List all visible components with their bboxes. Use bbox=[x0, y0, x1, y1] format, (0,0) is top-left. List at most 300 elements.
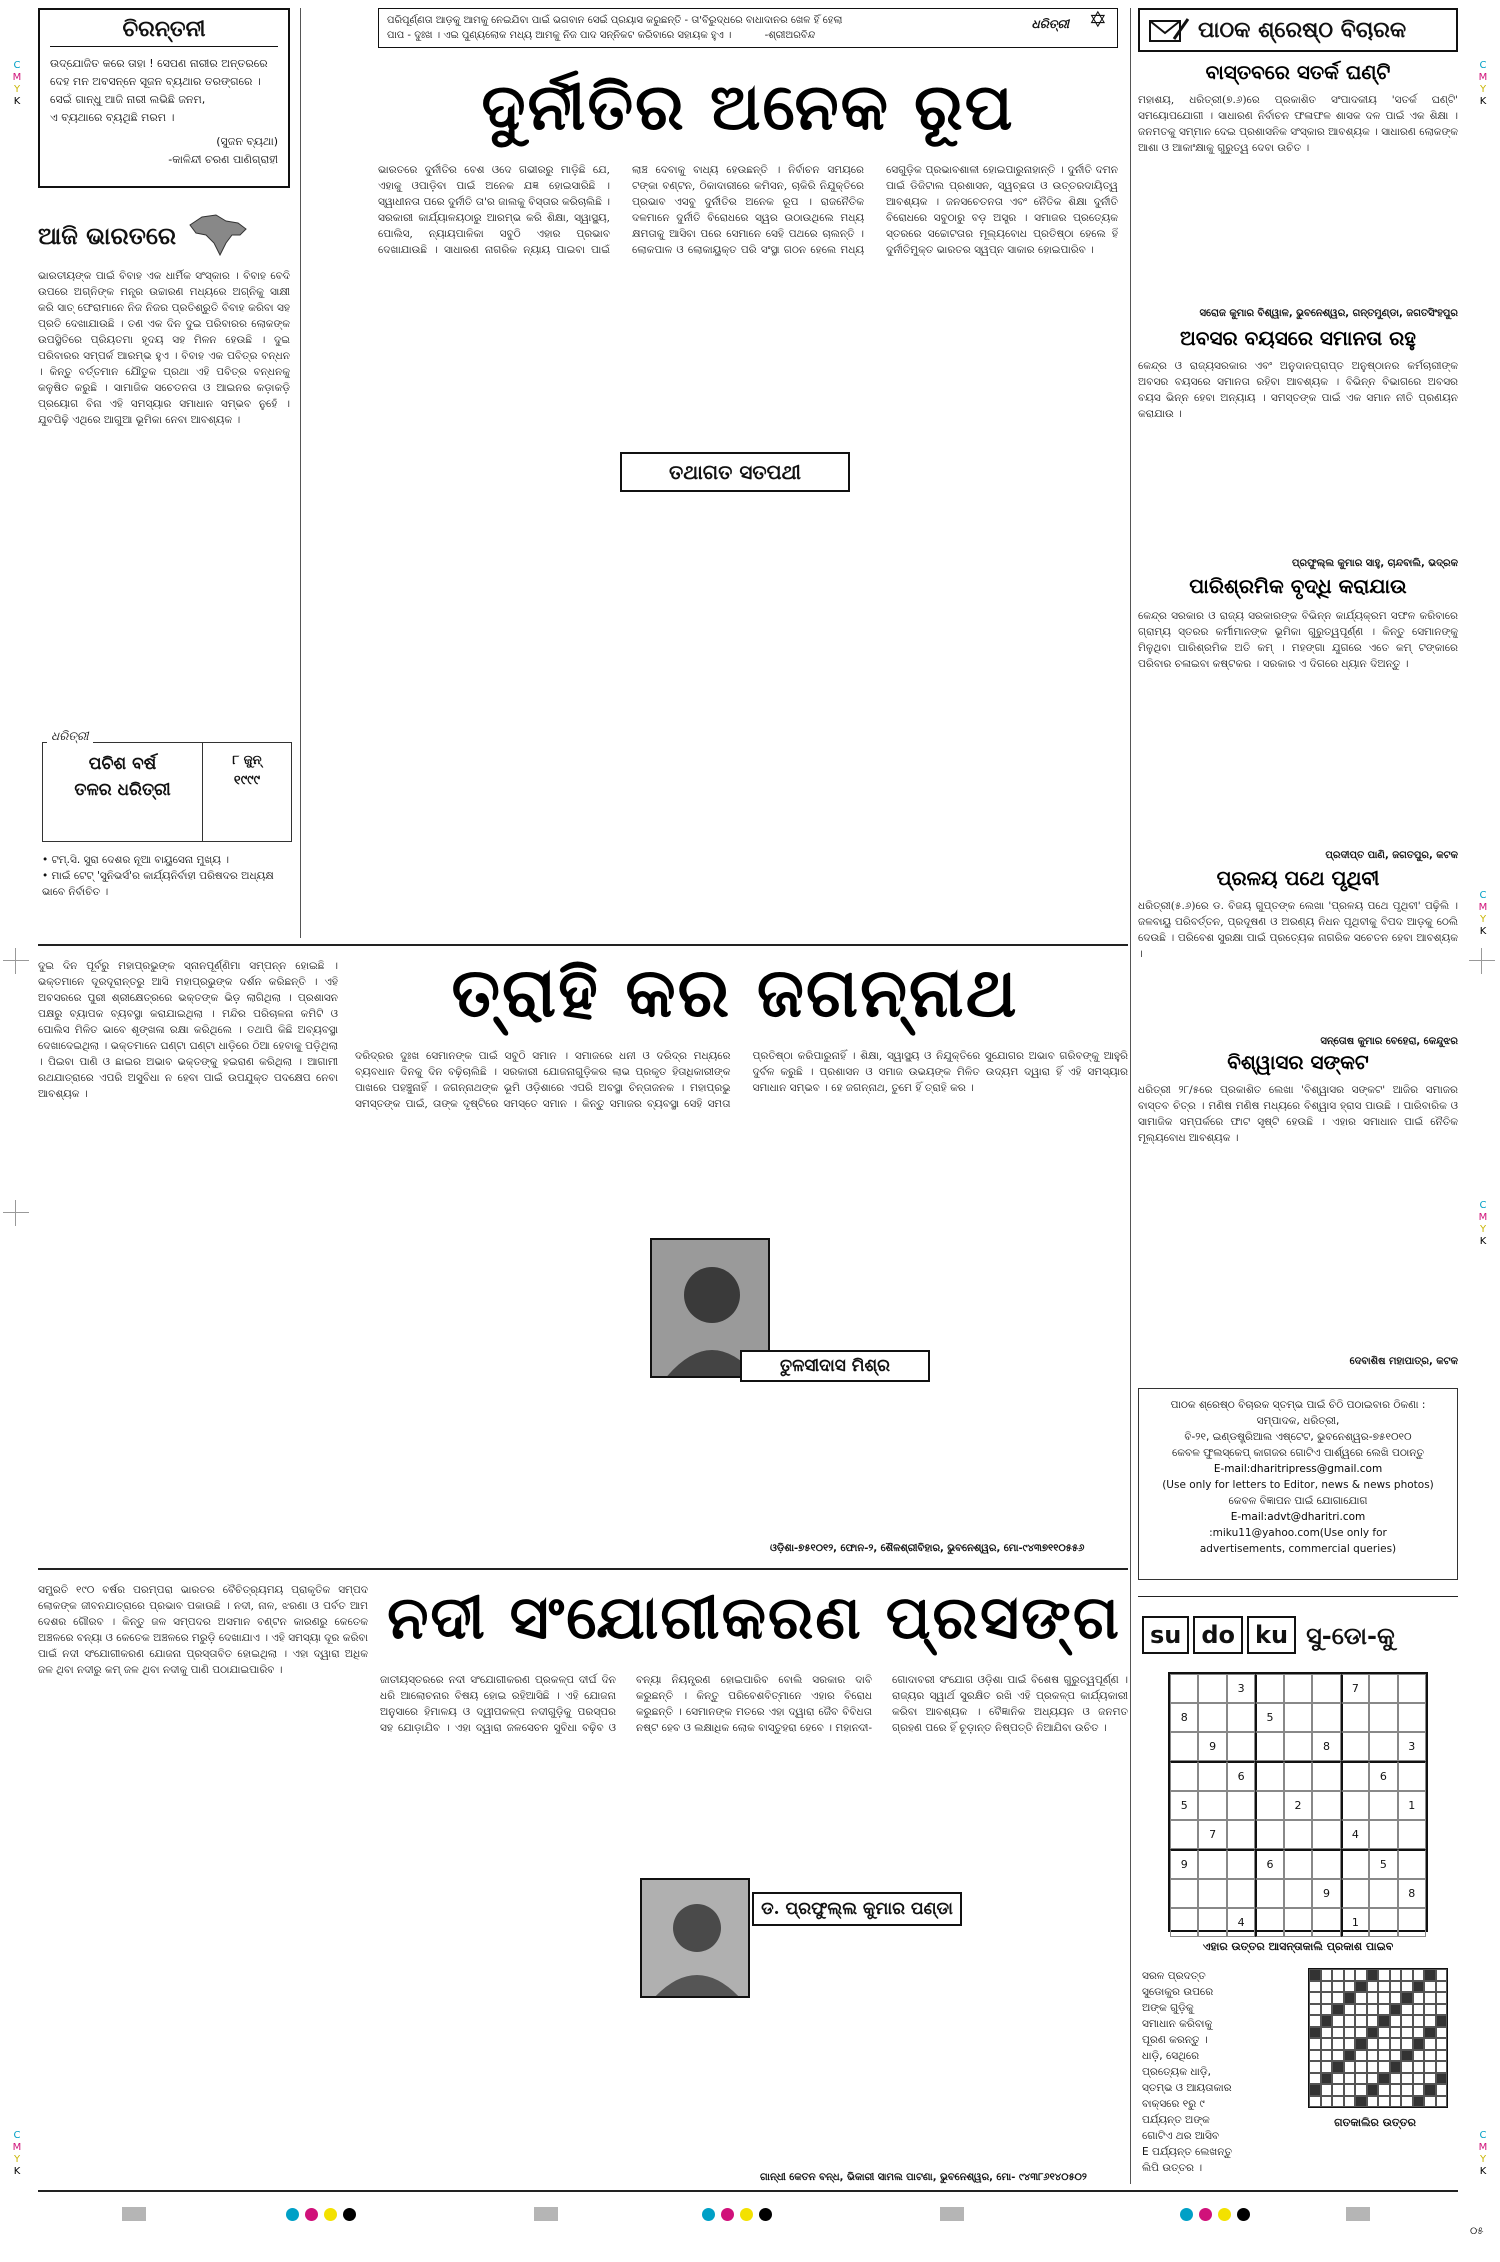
sudoku-cell bbox=[1369, 1674, 1397, 1703]
contact-line: ପାଠକ ଶ୍ରେଷ୍ଠ ବିଚାରକ ସ୍ତମ୍ଭ ପାଇଁ ଚିଠି ପଠାଇବାର ଠିକଣା : bbox=[1170, 1399, 1426, 1411]
answer-cell bbox=[1332, 1992, 1344, 2004]
registration-marks-mid-right: C M Y K bbox=[1478, 890, 1488, 937]
answer-cell bbox=[1424, 2015, 1436, 2027]
sudoku-cell bbox=[1398, 1703, 1426, 1732]
answer-cell bbox=[1436, 2061, 1448, 2073]
answer-cell bbox=[1344, 2004, 1356, 2016]
quote-strip bbox=[378, 8, 1118, 48]
rivers-headline: ନଦୀ ସଂଯୋଗୀକରଣ ପ୍ରସଙ୍ଗ bbox=[387, 1583, 1121, 1653]
previous-answer-grid bbox=[1308, 1968, 1448, 2108]
rivers-left-body: ସମ୍ପ୍ରତି ୧୯୦ ବର୍ଷର ପରମ୍ପରା ଭାରତର ବୈଚିତ୍ର୍ୟମୟ ପ୍ରାକୃତିକ ସମ୍ପଦ ଲୋକଙ୍କ ଜୀବନଯାତ୍ରାରେ ପ୍ରଭାବ ପକାଉଛି । ନଦୀ, ନାଳ, ଝରଣା ଓ ପର୍ବତ ଆମ ଦେଶର ଗୌରବ । କିନ୍ତୁ ଜଳ ସମ୍ପଦର ଅସମାନ ବଣ୍ଟନ କାରଣରୁ କେତେକ ଅଞ୍ଚଳରେ ବନ୍ୟା ଓ କେତେକ ଅଞ୍ଚଳରେ ମରୁଡ଼ି ଦେଖାଯାଏ । ଏହି ସମସ୍ୟା ଦୂର କରିବା ପାଇଁ ନଦୀ ସଂଯୋଗୀକରଣ ଯୋଜନା ପ୍ରସ୍ତାବିତ ହୋଇଥିଲା । ଏହା ଦ୍ୱାରା ଅଧିକ ଜଳ ଥିବା ନଦୀରୁ କମ୍ ଜଳ ଥିବା ନଦୀକୁ ପାଣି ପଠାଯାଇପାରିବ । bbox=[38, 1584, 368, 1676]
answer-cell bbox=[1309, 2004, 1321, 2016]
sudoku-cell: 5 bbox=[1369, 1849, 1397, 1879]
aji-bharatare-body: ଭାରତୀୟଙ୍କ ପାଇଁ ବିବାହ ଏକ ଧାର୍ମିକ ସଂସ୍କାର । ବିବାହ ବେଦି ଉପରେ ଅଗ୍ନିଙ୍କ ମନ୍ତ୍ର ଉଚ୍ଚାରଣ ମଧ୍ୟରେ ଅଗ୍ନିକୁ ସାକ୍ଷୀ କରି ସାତ୍ ଫେରାମାନେ ନିଜ ନିଜର ପ୍ରତିଶ୍ରୁତି ବିବାହ କରିବା ସହ ପ୍ରତି ଦେଖାଯାଉଛି । ତଣ ଏକ ଦିନ ଦୁଇ ପରିବାରର ଲୋକଙ୍କ ଉପସ୍ଥିତିରେ ପ୍ରିୟତମା ହୃଦୟ ସହ ମିଳନ ହେଉଛି । ଦୁଇ ପରିବାରର ସମ୍ପର୍କ ଆରମ୍ଭ ହୁଏ । ବିବାହ ଏକ ପବିତ୍ର ବନ୍ଧନ । କିନ୍ତୁ ବର୍ତ୍ତମାନ ଯୌତୁକ ପ୍ରଥା ଏହି ପବିତ୍ର ବନ୍ଧନକୁ କଳୁଷିତ କରୁଛି । ସାମାଜିକ ସଚେତନତା ଓ ଆଇନର କଡ଼ାକଡ଼ି ପ୍ରୟୋଗ ବିନା ଏହି ସମସ୍ୟାର ସମାଧାନ ସମ୍ଭବ ନୁହେଁ । ଯୁବପିଢ଼ି ଏଥିରେ ଆଗୁଆ ଭୂମିକା ନେବା ଆବଶ୍ୟକ । bbox=[38, 270, 290, 426]
answer-cell bbox=[1424, 1969, 1436, 1981]
answer-cell bbox=[1390, 1992, 1402, 2004]
sudoku-cell bbox=[1369, 1820, 1397, 1849]
answer-cell bbox=[1390, 2004, 1402, 2016]
answer-cell bbox=[1424, 2096, 1436, 2108]
list-item: • ଟମ୍.ସି. ସୁରା ଦେଶର ନୂଆ ବାୟୁସେନା ମୁଖ୍ୟ । bbox=[42, 854, 229, 866]
color-bar bbox=[286, 2205, 356, 2223]
letter-signature: ସନ୍ତୋଷ କୁମାର ବେହେରା, କେନ୍ଦୁଝର bbox=[1320, 1036, 1458, 1047]
registration-marks-bottom-left: C M Y K bbox=[12, 2130, 22, 2177]
sudoku-cell bbox=[1341, 1761, 1369, 1791]
answer-cell bbox=[1401, 1992, 1413, 2004]
sudoku-cell bbox=[1227, 1820, 1255, 1849]
answer-cell bbox=[1378, 2038, 1390, 2050]
sudoku-label-odia: ସୁ-ଡୋ-କୁ bbox=[1306, 1620, 1395, 1650]
sudoku-cell: 7 bbox=[1198, 1820, 1226, 1849]
letter-title: ପାରିଶ୍ରମିକ ବୃଦ୍ଧି କରାଯାଉ bbox=[1189, 574, 1407, 598]
grey-swatch bbox=[1346, 2207, 1370, 2221]
sudoku-cell bbox=[1170, 1820, 1198, 1849]
answer-cell bbox=[1436, 2004, 1448, 2016]
sudoku-cell bbox=[1341, 1732, 1369, 1761]
instruction-line: E ପର୍ଯ୍ୟନ୍ତ ଲେଖନ୍ତୁ bbox=[1142, 2146, 1233, 2158]
letter-body: କେନ୍ଦ୍ର ଓ ରାଜ୍ୟସରକାର ଏବଂ ଅନୁଦାନପ୍ରାପ୍ତ ଅନୁଷ୍ଠାନର କର୍ମଚାରୀଙ୍କ ଅବସର ବୟସରେ ସମାନତା ରହିବା ଆବଶ୍ୟକ । ବିଭିନ୍ନ ବିଭାଗରେ ଅବସର ବୟସ ଭିନ୍ନ ହେବା ଅନ୍ୟାୟ । ସମସ୍ତଙ୍କ ପାଇଁ ଏକ ସମାନ ନୀତି ପ୍ରଣୟନ କରାଯାଉ । bbox=[1138, 360, 1458, 420]
author-photo-prafulla bbox=[640, 1878, 750, 1998]
answer-cell bbox=[1401, 2038, 1413, 2050]
sudoku-cell bbox=[1312, 1703, 1340, 1732]
answer-cell bbox=[1355, 2004, 1367, 2016]
date-line: ୧୯୯୯ bbox=[233, 773, 261, 788]
answer-cell bbox=[1436, 2084, 1448, 2096]
sudoku-cell bbox=[1198, 1761, 1226, 1791]
answer-cell bbox=[1344, 2050, 1356, 2062]
answer-cell bbox=[1309, 2073, 1321, 2085]
sudoku-cell: 6 bbox=[1255, 1849, 1283, 1879]
sudoku-cell bbox=[1312, 1820, 1340, 1849]
answer-cell bbox=[1344, 2073, 1356, 2085]
answer-cell bbox=[1390, 2061, 1402, 2073]
answer-cell bbox=[1378, 2015, 1390, 2027]
answer-cell bbox=[1344, 1992, 1356, 2004]
sudoku-cell: 8 bbox=[1312, 1732, 1340, 1761]
title-line: ପଚିଶ ବର୍ଷ bbox=[88, 754, 157, 774]
contact-line: ସମ୍ପାଦକ, ଧରିତ୍ରୀ, bbox=[1256, 1415, 1340, 1427]
answer-cell bbox=[1332, 2015, 1344, 2027]
answer-cell bbox=[1367, 1969, 1379, 1981]
answer-cell bbox=[1413, 2004, 1425, 2016]
answer-cell bbox=[1424, 1992, 1436, 2004]
sudoku-cell bbox=[1170, 1879, 1198, 1908]
answer-cell bbox=[1390, 2015, 1402, 2027]
sudoku-cell: 2 bbox=[1284, 1791, 1312, 1820]
answer-cell bbox=[1401, 2004, 1413, 2016]
quote-line: ପରିପୂର୍ଣ୍ଣତା ଆଡ଼କୁ ଆମକୁ ନେଇଯିବା ପାଇଁ ଭଗବାନ ସେଇଁ ପ୍ରୟାସ କରୁଛନ୍ତି - ତା'ବିରୁଦ୍ଧରେ ବାଧାଦାନର ଖେଳ ହିଁ ହେଲା bbox=[387, 15, 843, 26]
answer-cell bbox=[1355, 1969, 1367, 1981]
sudoku-cell bbox=[1255, 1674, 1283, 1703]
answer-cell bbox=[1367, 1981, 1379, 1993]
answer-cell bbox=[1401, 2096, 1413, 2108]
sudoku-cell bbox=[1369, 1908, 1397, 1937]
sudoku-cell bbox=[1284, 1732, 1312, 1761]
editorial-byline: ତଥାଗତ ସତପଥୀ bbox=[620, 452, 850, 492]
sudoku-cell bbox=[1227, 1849, 1255, 1879]
sudoku-cell bbox=[1198, 1791, 1226, 1820]
date-line: ୮ ଜୁନ୍ bbox=[232, 753, 262, 768]
answer-cell bbox=[1321, 1969, 1333, 1981]
answer-cell bbox=[1436, 1981, 1448, 1993]
letter-signature: ଦେବାଶିଷ ମହାପାତ୍ର, କଟକ bbox=[1349, 1356, 1458, 1367]
answer-cell bbox=[1413, 2027, 1425, 2039]
sudoku-cell: 9 bbox=[1170, 1849, 1198, 1879]
crop-mark-right bbox=[1469, 948, 1495, 974]
letters-header bbox=[1138, 8, 1458, 52]
aji-bharatare-header bbox=[38, 210, 290, 260]
sudoku-cell: 3 bbox=[1398, 1732, 1426, 1761]
answer-cell bbox=[1355, 2096, 1367, 2108]
dharitri-25-items bbox=[42, 852, 292, 900]
poem-line: ସେଇଁ ଗାନ୍ଧୁ ଆଜି ନାରୀ ଲଭିଛି ଜନମ, bbox=[50, 93, 206, 106]
answer-cell bbox=[1367, 2027, 1379, 2039]
answer-cell bbox=[1309, 2084, 1321, 2096]
answer-cell bbox=[1378, 1992, 1390, 2004]
contact-line: କେବଳ ବିଜ୍ଞାପନ ପାଇଁ ଯୋଗାଯୋଗ bbox=[1228, 1495, 1368, 1507]
instruction-line: ଅଙ୍କ ଗୁଡ଼ିକୁ bbox=[1142, 2002, 1194, 2014]
answer-cell bbox=[1332, 2096, 1344, 2108]
sudoku-label-ku: ku bbox=[1247, 1616, 1296, 1654]
chirantani-title: ଚିରନ୍ତନୀ bbox=[50, 16, 278, 47]
answer-cell bbox=[1401, 2084, 1413, 2096]
answer-cell bbox=[1424, 2073, 1436, 2085]
sudoku-cell bbox=[1198, 1908, 1226, 1937]
jagannath-signoff: ଓଡ଼ିଶା-୭୫୧୦୧୨, ଫୋନ-୨, ଶୈଳଶ୍ରୀବିହାର, ଭୁବନେଶ୍ୱର, ମୋ-୯୪୩୭୧୧୦୫୫୬ bbox=[770, 1543, 1085, 1554]
answer-cell bbox=[1367, 2015, 1379, 2027]
chirantani-author: -କାଳିନ୍ଦୀ ଚରଣ ପାଣିଗ୍ରାହୀ bbox=[168, 153, 278, 166]
sudoku-cell bbox=[1255, 1732, 1283, 1761]
letter-body: ଧରିତ୍ରୀ ୨୮/୫ରେ ପ୍ରକାଶିତ ଲେଖା 'ବିଶ୍ୱାସର ସଙ୍କଟ' ଆଜିର ସମାଜର ବାସ୍ତବ ଚିତ୍ର । ମଣିଷ ମଣିଷ ମଧ୍ୟରେ ବିଶ୍ୱାସ ହ୍ରାସ ପାଉଛି । ପାରିବାରିକ ଓ ସାମାଜିକ ସମ୍ପର୍କରେ ଫାଟ ସୃଷ୍ଟି ହେଉଛି । ଏହାର ସମାଧାନ ପାଇଁ ନୈତିକ ମୂଲ୍ୟବୋଧ ଆବଶ୍ୟକ । bbox=[1138, 1084, 1458, 1144]
sudoku-instructions bbox=[1142, 1968, 1300, 2176]
sudoku-cell bbox=[1341, 1879, 1369, 1908]
contact-line: କେବଳ ଫୁଲସ୍କେପ୍ କାଗଜର ଗୋଟିଏ ପାର୍ଶ୍ୱରେ ଲେଖି ପଠାନ୍ତୁ bbox=[1172, 1447, 1424, 1459]
answer-cell bbox=[1424, 2027, 1436, 2039]
answer-cell bbox=[1344, 1969, 1356, 1981]
chirantani-source: (ସୁଜନ ବ୍ୟଥା) bbox=[216, 135, 278, 148]
answer-cell bbox=[1436, 1969, 1448, 1981]
sudoku-cell bbox=[1170, 1732, 1198, 1761]
letter-signature: ପ୍ରଦୀପ୍ତ ପାଣି, ଜଗତପୁର, କଟକ bbox=[1325, 850, 1458, 861]
answer-cell bbox=[1390, 2027, 1402, 2039]
grey-swatch bbox=[534, 2207, 558, 2221]
sudoku-cell bbox=[1312, 1674, 1340, 1703]
answer-cell bbox=[1309, 1969, 1321, 1981]
answer-cell bbox=[1390, 1981, 1402, 1993]
sudoku-label-do: do bbox=[1193, 1616, 1243, 1654]
sudoku-cell bbox=[1369, 1879, 1397, 1908]
editorial-headline: ଦୁର୍ନୀତିର ଅନେକ ରୂପ bbox=[481, 70, 1015, 145]
instruction-line: ପର୍ଯ୍ୟନ୍ତ ଅଙ୍କ bbox=[1142, 2114, 1210, 2126]
contact-note: advertisements, commercial queries) bbox=[1199, 1543, 1397, 1555]
sudoku-grid bbox=[1168, 1672, 1428, 1932]
answer-cell bbox=[1378, 2004, 1390, 2016]
answer-cell bbox=[1367, 2038, 1379, 2050]
instruction-line: ସୁଡୋକୁର ଉପରେ bbox=[1142, 1986, 1214, 1998]
brand-mark: ଧରିତ୍ରୀ bbox=[1031, 17, 1069, 31]
person-silhouette-icon bbox=[642, 1880, 750, 1998]
sudoku-cell bbox=[1369, 1703, 1397, 1732]
sudoku-cell bbox=[1255, 1820, 1283, 1849]
sudoku-cell bbox=[1198, 1674, 1226, 1703]
instruction-line: ସରଳ ପ୍ରଦତ୍ତ bbox=[1142, 1970, 1206, 1982]
answer-cell bbox=[1390, 2096, 1402, 2108]
answer-cell bbox=[1401, 1969, 1413, 1981]
sudoku-cell: 5 bbox=[1170, 1791, 1198, 1820]
poem-line: ଉଦ୍‌ଯୋଜିତ କରେ ତାହା ! ସେପଣ ନାରୀର ଅନ୍ତରରେ bbox=[50, 57, 268, 70]
answer-cell bbox=[1332, 2084, 1344, 2096]
answer-cell bbox=[1355, 2027, 1367, 2039]
answer-cell bbox=[1378, 2050, 1390, 2062]
answer-cell bbox=[1344, 2027, 1356, 2039]
jagannath-headline: ତ୍ରାହି କର ଜଗନ୍ନାଥ bbox=[451, 953, 1019, 1033]
grey-swatch bbox=[122, 2207, 146, 2221]
letter-title: ପ୍ରଳୟ ପଥେ ପୃଥିବୀ bbox=[1216, 866, 1380, 890]
registration-marks-top-left: C M Y K bbox=[12, 60, 22, 107]
editor-email-link[interactable]: E-mail:dharitripress@gmail.com bbox=[1213, 1463, 1383, 1475]
sudoku-cell bbox=[1284, 1820, 1312, 1849]
footer-rule bbox=[38, 2190, 1458, 2192]
sudoku-cell bbox=[1398, 1849, 1426, 1879]
answer-cell bbox=[1321, 1992, 1333, 2004]
answer-cell bbox=[1378, 2061, 1390, 2073]
sudoku-cell bbox=[1284, 1674, 1312, 1703]
answer-cell bbox=[1321, 2096, 1333, 2108]
sudoku-cell bbox=[1227, 1879, 1255, 1908]
answer-cell bbox=[1413, 2084, 1425, 2096]
answer-cell bbox=[1413, 1992, 1425, 2004]
answer-cell bbox=[1436, 2038, 1448, 2050]
answer-cell bbox=[1344, 2038, 1356, 2050]
sudoku-header bbox=[1142, 1612, 1458, 1658]
answer-cell bbox=[1378, 2073, 1390, 2085]
sudoku-cell bbox=[1198, 1849, 1226, 1879]
answer-cell bbox=[1390, 2073, 1402, 2085]
answer-cell bbox=[1355, 2073, 1367, 2085]
sudoku-cell bbox=[1312, 1761, 1340, 1791]
answer-cell bbox=[1332, 2004, 1344, 2016]
sudoku-cell bbox=[1341, 1791, 1369, 1820]
answer-cell bbox=[1321, 2050, 1333, 2062]
instruction-line: ପୂରଣ କରନ୍ତୁ । bbox=[1142, 2034, 1208, 2046]
color-bar bbox=[1180, 2205, 1250, 2223]
answer-cell bbox=[1367, 2073, 1379, 2085]
sudoku-cell bbox=[1284, 1879, 1312, 1908]
answer-cell bbox=[1390, 2038, 1402, 2050]
alt-email-link[interactable]: :miku11@yahoo.com(Use only for bbox=[1209, 1527, 1387, 1539]
sudoku-cell: 7 bbox=[1341, 1674, 1369, 1703]
page-number: ୦୫ bbox=[1470, 2226, 1484, 2237]
answer-cell bbox=[1401, 2061, 1413, 2073]
letter-body: କେନ୍ଦ୍ର ସରକାର ଓ ରାଜ୍ୟ ସରକାରଙ୍କ ବିଭିନ୍ନ କାର୍ଯ୍ୟକ୍ରମ ସଫଳ କରିବାରେ ଗ୍ରାମ୍ୟ ସ୍ତରର କର୍ମୀମାନଙ୍କ ଭୂମିକା ଗୁରୁତ୍ୱପୂର୍ଣ୍ଣ । କିନ୍ତୁ ସେମାନଙ୍କୁ ମିଳୁଥିବା ପାରିଶ୍ରମିକ ଅତି କମ୍ । ମହଙ୍ଗା ଯୁଗରେ ଏତେ କମ୍ ଟଙ୍କାରେ ପରିବାର ଚଳାଇବା କଷ୍ଟକର । ସରକାର ଏ ଦିଗରେ ଧ୍ୟାନ ଦିଅନ୍ତୁ । bbox=[1138, 610, 1458, 670]
crop-mark-left-2 bbox=[3, 1200, 29, 1226]
title-line: ତଳର ଧରିତ୍ରୀ bbox=[74, 780, 171, 800]
poem-line: ଏ ବ୍ୟଥାରେ ବ୍ୟଥିଛି ମରମ । bbox=[50, 111, 175, 124]
answer-cell bbox=[1321, 1981, 1333, 1993]
answer-cell bbox=[1413, 1981, 1425, 1993]
answer-cell bbox=[1390, 2084, 1402, 2096]
sudoku-cell bbox=[1255, 1761, 1283, 1791]
letter-body: ମହାଶୟ, ଧରିତ୍ରୀ(୭.୬)ରେ ପ୍ରକାଶିତ ସଂପାଦକୀୟ 'ସତର୍କ ଘଣ୍ଟି' ସମୟୋପଯୋଗୀ । ସାଧାରଣ ନିର୍ବାଚନ ଫଳାଫଳ ଶାସକ ଦଳ ପାଇଁ ଏକ ଶିକ୍ଷା । ଜନମତକୁ ସମ୍ମାନ ଦେଇ ପ୍ରଶାସନିକ ସଂସ୍କାର ଆବଶ୍ୟକ । ସାଧାରଣ ଲୋକଙ୍କ ଆଶା ଓ ଆକାଂକ୍ଷାକୁ ଗୁରୁତ୍ୱ ଦେବା ଉଚିତ । bbox=[1138, 94, 1458, 154]
contact-note: (Use only for letters to Editor, news & news photos) bbox=[1162, 1479, 1434, 1491]
answer-cell bbox=[1436, 2050, 1448, 2062]
crop-mark-left bbox=[3, 948, 29, 974]
answer-cell bbox=[1367, 2096, 1379, 2108]
answer-cell bbox=[1367, 2061, 1379, 2073]
letter-title: ବାସ୍ତବରେ ସତର୍କ ଘଣ୍ଟି bbox=[1205, 60, 1391, 84]
aji-bharatare-label: ଆଜି ଭାରତରେ bbox=[38, 220, 177, 250]
sudoku-cell bbox=[1170, 1674, 1198, 1703]
jagannath-body: ଦରିଦ୍ରର ଦୁଃଖ ସେମାନଙ୍କ ପାଇଁ ସବୁଠି ସମାନ । ସମାଜରେ ଧନୀ ଓ ଦରିଦ୍ର ମଧ୍ୟରେ ବ୍ୟବଧାନ ଦିନକୁ ଦିନ ବଢ଼ିଚାଲିଛି । ସରକାରୀ ଯୋଜନାଗୁଡ଼ିକର ଲାଭ ପ୍ରକୃତ ହିତାଧିକାରୀଙ୍କ ପାଖରେ ପହଞ୍ଚୁନାହିଁ । ଜଗନ୍ନାଥଙ୍କ ଭୂମି ଓଡ଼ିଶାରେ ଏପରି ଅବସ୍ଥା ଚିନ୍ତାଜନକ । ମହାପ୍ରଭୁ ସମସ୍ତଙ୍କ ପାଇଁ, ତାଙ୍କ ଦୃଷ୍ଟିରେ ସମସ୍ତେ ସମାନ । କିନ୍ତୁ ସମାଜର ବ୍ୟବସ୍ଥା ସେହି ସମତା ପ୍ରତିଷ୍ଠା କରିପାରୁନାହିଁ । ଶିକ୍ଷା, ସ୍ୱାସ୍ଥ୍ୟ ଓ ନିଯୁକ୍ତିରେ ସୁଯୋଗର ଅଭାବ ଗରିବଙ୍କୁ ଆହୁରି ଦୁର୍ବଳ କରୁଛି । ପ୍ରଶାସନ ଓ ସମାଜ ଉଭୟଙ୍କ ମିଳିତ ଉଦ୍ୟମ ଦ୍ୱାରା ହିଁ ଏହି ସମସ୍ୟାର ସମାଧାନ ସମ୍ଭବ । ହେ ଜଗନ୍ନାଥ, ତୁମେ ହିଁ ତ୍ରାହି କର । bbox=[355, 1050, 1128, 1110]
answer-cell bbox=[1332, 2027, 1344, 2039]
answer-cell bbox=[1309, 2027, 1321, 2039]
chirantani-box bbox=[38, 8, 290, 188]
registration-marks-mid-right-2: C M Y K bbox=[1478, 1200, 1488, 1247]
sudoku-cell bbox=[1198, 1879, 1226, 1908]
answer-cell bbox=[1367, 2050, 1379, 2062]
answer-cell bbox=[1355, 1992, 1367, 2004]
answer-cell bbox=[1344, 2084, 1356, 2096]
dharitri-25-years-box bbox=[42, 729, 292, 842]
registration-marks-bottom-right: C M Y K bbox=[1478, 2130, 1488, 2177]
answer-cell bbox=[1378, 1969, 1390, 1981]
answer-cell bbox=[1367, 2084, 1379, 2096]
answer-cell bbox=[1321, 2073, 1333, 2085]
answer-cell bbox=[1413, 2015, 1425, 2027]
dharitri-25-title bbox=[43, 743, 203, 841]
answer-cell bbox=[1355, 2061, 1367, 2073]
advt-email-link[interactable]: E-mail:advt@dharitri.com bbox=[1230, 1511, 1366, 1523]
answer-cell bbox=[1413, 2038, 1425, 2050]
answer-cell bbox=[1321, 2027, 1333, 2039]
answer-cell bbox=[1436, 2027, 1448, 2039]
answer-cell bbox=[1332, 2073, 1344, 2085]
sudoku-cell bbox=[1284, 1703, 1312, 1732]
letter-title: ଅବସର ବୟସରେ ସମାନତା ରହୁ bbox=[1180, 326, 1416, 350]
section-rule bbox=[38, 1568, 1128, 1570]
section-rule bbox=[1138, 1596, 1458, 1597]
sudoku-cell bbox=[1398, 1908, 1426, 1937]
answer-cell bbox=[1309, 1981, 1321, 1993]
answer-cell bbox=[1401, 2073, 1413, 2085]
sudoku-cell: 1 bbox=[1398, 1791, 1426, 1820]
registration-marks-top-right: C M Y K bbox=[1478, 60, 1488, 107]
sudoku-cell bbox=[1341, 1849, 1369, 1879]
sudoku-cell bbox=[1369, 1791, 1397, 1820]
answer-cell bbox=[1436, 2073, 1448, 2085]
sudoku-cell bbox=[1284, 1849, 1312, 1879]
sudoku-cell bbox=[1284, 1908, 1312, 1937]
column-divider bbox=[300, 8, 301, 938]
sudoku-cell bbox=[1227, 1732, 1255, 1761]
sudoku-cell bbox=[1398, 1674, 1426, 1703]
sudoku-cell bbox=[1284, 1761, 1312, 1791]
answer-cell bbox=[1378, 2027, 1390, 2039]
sudoku-cell bbox=[1170, 1908, 1198, 1937]
answer-cell bbox=[1321, 2015, 1333, 2027]
answer-cell bbox=[1378, 2084, 1390, 2096]
sudoku-cell bbox=[1227, 1791, 1255, 1820]
answer-cell bbox=[1390, 2050, 1402, 2062]
answer-cell bbox=[1309, 2050, 1321, 2062]
sudoku-cell bbox=[1198, 1703, 1226, 1732]
answer-cell bbox=[1309, 2096, 1321, 2108]
grey-swatch bbox=[940, 2207, 964, 2221]
answer-cell bbox=[1424, 2050, 1436, 2062]
answer-cell bbox=[1413, 2096, 1425, 2108]
answer-cell bbox=[1401, 2050, 1413, 2062]
sudoku-cell: 6 bbox=[1369, 1761, 1397, 1791]
answer-cell bbox=[1332, 2061, 1344, 2073]
answer-cell bbox=[1413, 2061, 1425, 2073]
sudoku-cell: 5 bbox=[1255, 1703, 1283, 1732]
chirantani-poem bbox=[50, 55, 278, 127]
answer-cell bbox=[1344, 1981, 1356, 1993]
answer-cell bbox=[1378, 1981, 1390, 1993]
answer-cell bbox=[1390, 1969, 1402, 1981]
answer-cell bbox=[1436, 2096, 1448, 2108]
answer-cell bbox=[1355, 1981, 1367, 1993]
answer-cell bbox=[1413, 1969, 1425, 1981]
answer-cell bbox=[1321, 2004, 1333, 2016]
instruction-line: ଧାଡ଼ି, ସେଥିରେ bbox=[1142, 2050, 1200, 2062]
instruction-line: ପ୍ରତ୍ୟେକ ଧାଡ଼ି, bbox=[1142, 2066, 1211, 2078]
letter-title: ବିଶ୍ୱାସର ସଙ୍କଟ bbox=[1227, 1050, 1369, 1074]
india-map-icon bbox=[182, 213, 252, 257]
answer-cell bbox=[1309, 2015, 1321, 2027]
sudoku-cell: 6 bbox=[1227, 1761, 1255, 1791]
contact-line: ବି-୨୧, ଇଣ୍ଡଷ୍ଟ୍ରିଆଲ ଏଷ୍ଟେଟ, ଭୁବନେଶ୍ୱର-୭୫୧୦୧୦ bbox=[1184, 1431, 1412, 1443]
sudoku-cell bbox=[1227, 1703, 1255, 1732]
sudoku-cell bbox=[1312, 1908, 1340, 1937]
answer-cell bbox=[1332, 2050, 1344, 2062]
answer-cell bbox=[1355, 2084, 1367, 2096]
answer-cell bbox=[1401, 2015, 1413, 2027]
color-bar bbox=[702, 2205, 772, 2223]
instruction-line: ଗୋଟିଏ ଥର ଆସିବ bbox=[1142, 2130, 1220, 2142]
answer-cell bbox=[1309, 1992, 1321, 2004]
sudoku-cell: 4 bbox=[1227, 1908, 1255, 1937]
sudoku-cell bbox=[1369, 1732, 1397, 1761]
answer-cell bbox=[1344, 2061, 1356, 2073]
dharitri-logo: ଧରିତ୍ରୀ bbox=[47, 729, 93, 744]
answer-cell bbox=[1355, 2038, 1367, 2050]
previous-answer-caption: ଗତକାଲିର ଉତ୍ତର bbox=[1334, 2116, 1416, 2129]
jagannath-byline: ତୁଳସୀଦାସ ମିଶ୍ର bbox=[740, 1350, 930, 1382]
sudoku-cell: 8 bbox=[1170, 1703, 1198, 1732]
answer-cell bbox=[1355, 2015, 1367, 2027]
answer-cell bbox=[1344, 2096, 1356, 2108]
sudoku-cell: 9 bbox=[1198, 1732, 1226, 1761]
answer-cell bbox=[1413, 2073, 1425, 2085]
quote-author: -ଶ୍ରୀଅରବିନ୍ଦ bbox=[764, 30, 816, 41]
section-rule bbox=[38, 944, 1128, 946]
instruction-line: ସ୍ତମ୍ଭ ଓ ଆୟତାକାର bbox=[1142, 2082, 1232, 2094]
sudoku-cell bbox=[1341, 1703, 1369, 1732]
poem-line: ଦେହ ମନ ଅବସନ୍ନେ ସୂଜନ ବ୍ୟଥାର ତରଙ୍ଗରେ । bbox=[50, 75, 261, 88]
quote-line-2 bbox=[387, 28, 1109, 43]
sudoku-cell: 1 bbox=[1341, 1908, 1369, 1937]
sudoku-cell bbox=[1255, 1908, 1283, 1937]
letters-header-label: ପାଠକ ଶ୍ରେଷ୍ଠ ବିଚାରକ bbox=[1198, 17, 1407, 43]
rivers-signoff: ଗାନ୍ଧୀ କେତନ ବନ୍ଧ, ଭିକାରୀ ସାମଲ ପାଟଣା, ଭୁବନେଶ୍ୱର, ମୋ- ୯୪୩୮୬୧୪୦୫୦୨ bbox=[760, 2172, 1087, 2183]
letter-body: ଧରିତ୍ରୀ(୫.୬)ରେ ଡ. ବିଜୟ ଗୁପ୍ତଙ୍କ ଲେଖା 'ପ୍ରଳୟ ପଥେ ପୃଥିବୀ' ପଢ଼ିଲି । ଜଳବାୟୁ ପରିବର୍ତ୍ତନ, ପ୍ରଦୂଷଣ ଓ ଅରଣ୍ୟ ନିଧନ ପୃଥିବୀକୁ ବିପଦ ଆଡ଼କୁ ଠେଲି ଦେଉଛି । ପରିବେଶ ସୁରକ୍ଷା ପାଇଁ ପ୍ରତ୍ୟେକ ନାଗରିକ ସଚେତନ ହେବା ଆବଶ୍ୟକ । bbox=[1138, 900, 1458, 960]
letter-signature: ପ୍ରଫୁଲ୍ଲ କୁମାର ସାହୁ, ଚାନ୍ଦବାଲି, ଭଦ୍ରକ bbox=[1292, 558, 1458, 569]
list-item: • ମାଇଁ ଟେଟ୍ 'ସୁନିଭର୍ସ'ର କାର୍ଯ୍ୟନିର୍ବାହୀ ପରିଷଦର ଅଧ୍ୟକ୍ଷ ଭାବେ ନିର୍ବାଚିତ । bbox=[42, 870, 274, 898]
editorial-body: ଭାରତରେ ଦୁର୍ନୀତିର ବେଶ ଓଦେ ଗଭୀରରୁ ମାଡ଼ିଛି ଯେ, ଏହାକୁ ଓପାଡ଼ିବା ପାଇଁ ଅନେକ ଯଜ୍ଞ ହୋଇସାରିଛି । ସ୍ୱାଧୀନତା ପରେ ଦୁର୍ନୀତି ତା'ର ଜାଲକୁ ବିସ୍ତାର କରିଚାଲିଛି । ସରକାରୀ କାର୍ଯ୍ୟାଳୟଠାରୁ ଆରମ୍ଭ କରି ଶିକ୍ଷା, ସ୍ୱାସ୍ଥ୍ୟ, ପୋଲିସ, ନ୍ୟାୟପାଳିକା ସବୁଠି ଏହାର ପ୍ରଭାବ ଦେଖାଯାଉଛି । ସାଧାରଣ ନାଗରିକ ନ୍ୟାୟ ପାଇବା ପାଇଁ ଲାଞ୍ଚ ଦେବାକୁ ବାଧ୍ୟ ହେଉଛନ୍ତି । ନିର୍ବାଚନ ସମୟରେ ଟଙ୍କା ବଣ୍ଟନ, ଠିକାଦାରୀରେ କମିସନ, ଚାକିରି ନିଯୁକ୍ତିରେ ପ୍ରଭାବ ଏସବୁ ଦୁର୍ନୀତିର ଅନେକ ରୂପ । ରାଜନୈତିକ ଦଳମାନେ ଦୁର୍ନୀତି ବିରୋଧରେ ସ୍ୱର ଉଠାଉଥିଲେ ମଧ୍ୟ କ୍ଷମତାକୁ ଆସିବା ପରେ ସେମାନେ ସେହି ପଥରେ ଚାଲନ୍ତି । ଲୋକପାଳ ଓ ଲୋକାୟୁକ୍ତ ପରି ସଂସ୍ଥା ଗଠନ ହେଲେ ମଧ୍ୟ ସେଗୁଡ଼ିକ ପ୍ରଭାବଶାଳୀ ହୋଇପାରୁନାହାନ୍ତି । ଦୁର୍ନୀତି ଦମନ ପାଇଁ ଡିଜିଟାଲ ପ୍ରଶାସନ, ସ୍ୱଚ୍ଛତା ଓ ଉତ୍ତରଦାୟିତ୍ୱ ଆବଶ୍ୟକ । ଜନସଚେତନତା ଏବଂ ନୈତିକ ଶିକ୍ଷା ଦୁର୍ନୀତି ବିରୋଧରେ ସବୁଠାରୁ ବଡ଼ ଅସ୍ତ୍ର । ସମାଜର ପ୍ରତ୍ୟେକ ସ୍ତରରେ ସଚ୍ଚୋଟତାର ମୂଲ୍ୟବୋଧ ପ୍ରତିଷ୍ଠା ହେଲେ ହିଁ ଦୁର୍ନୀତିମୁକ୍ତ ଭାରତର ସ୍ୱପ୍ନ ସାକାର ହୋଇପାରିବ । bbox=[378, 164, 1118, 256]
answer-cell bbox=[1344, 2015, 1356, 2027]
answer-cell bbox=[1332, 2038, 1344, 2050]
sudoku-cell: 8 bbox=[1398, 1879, 1426, 1908]
